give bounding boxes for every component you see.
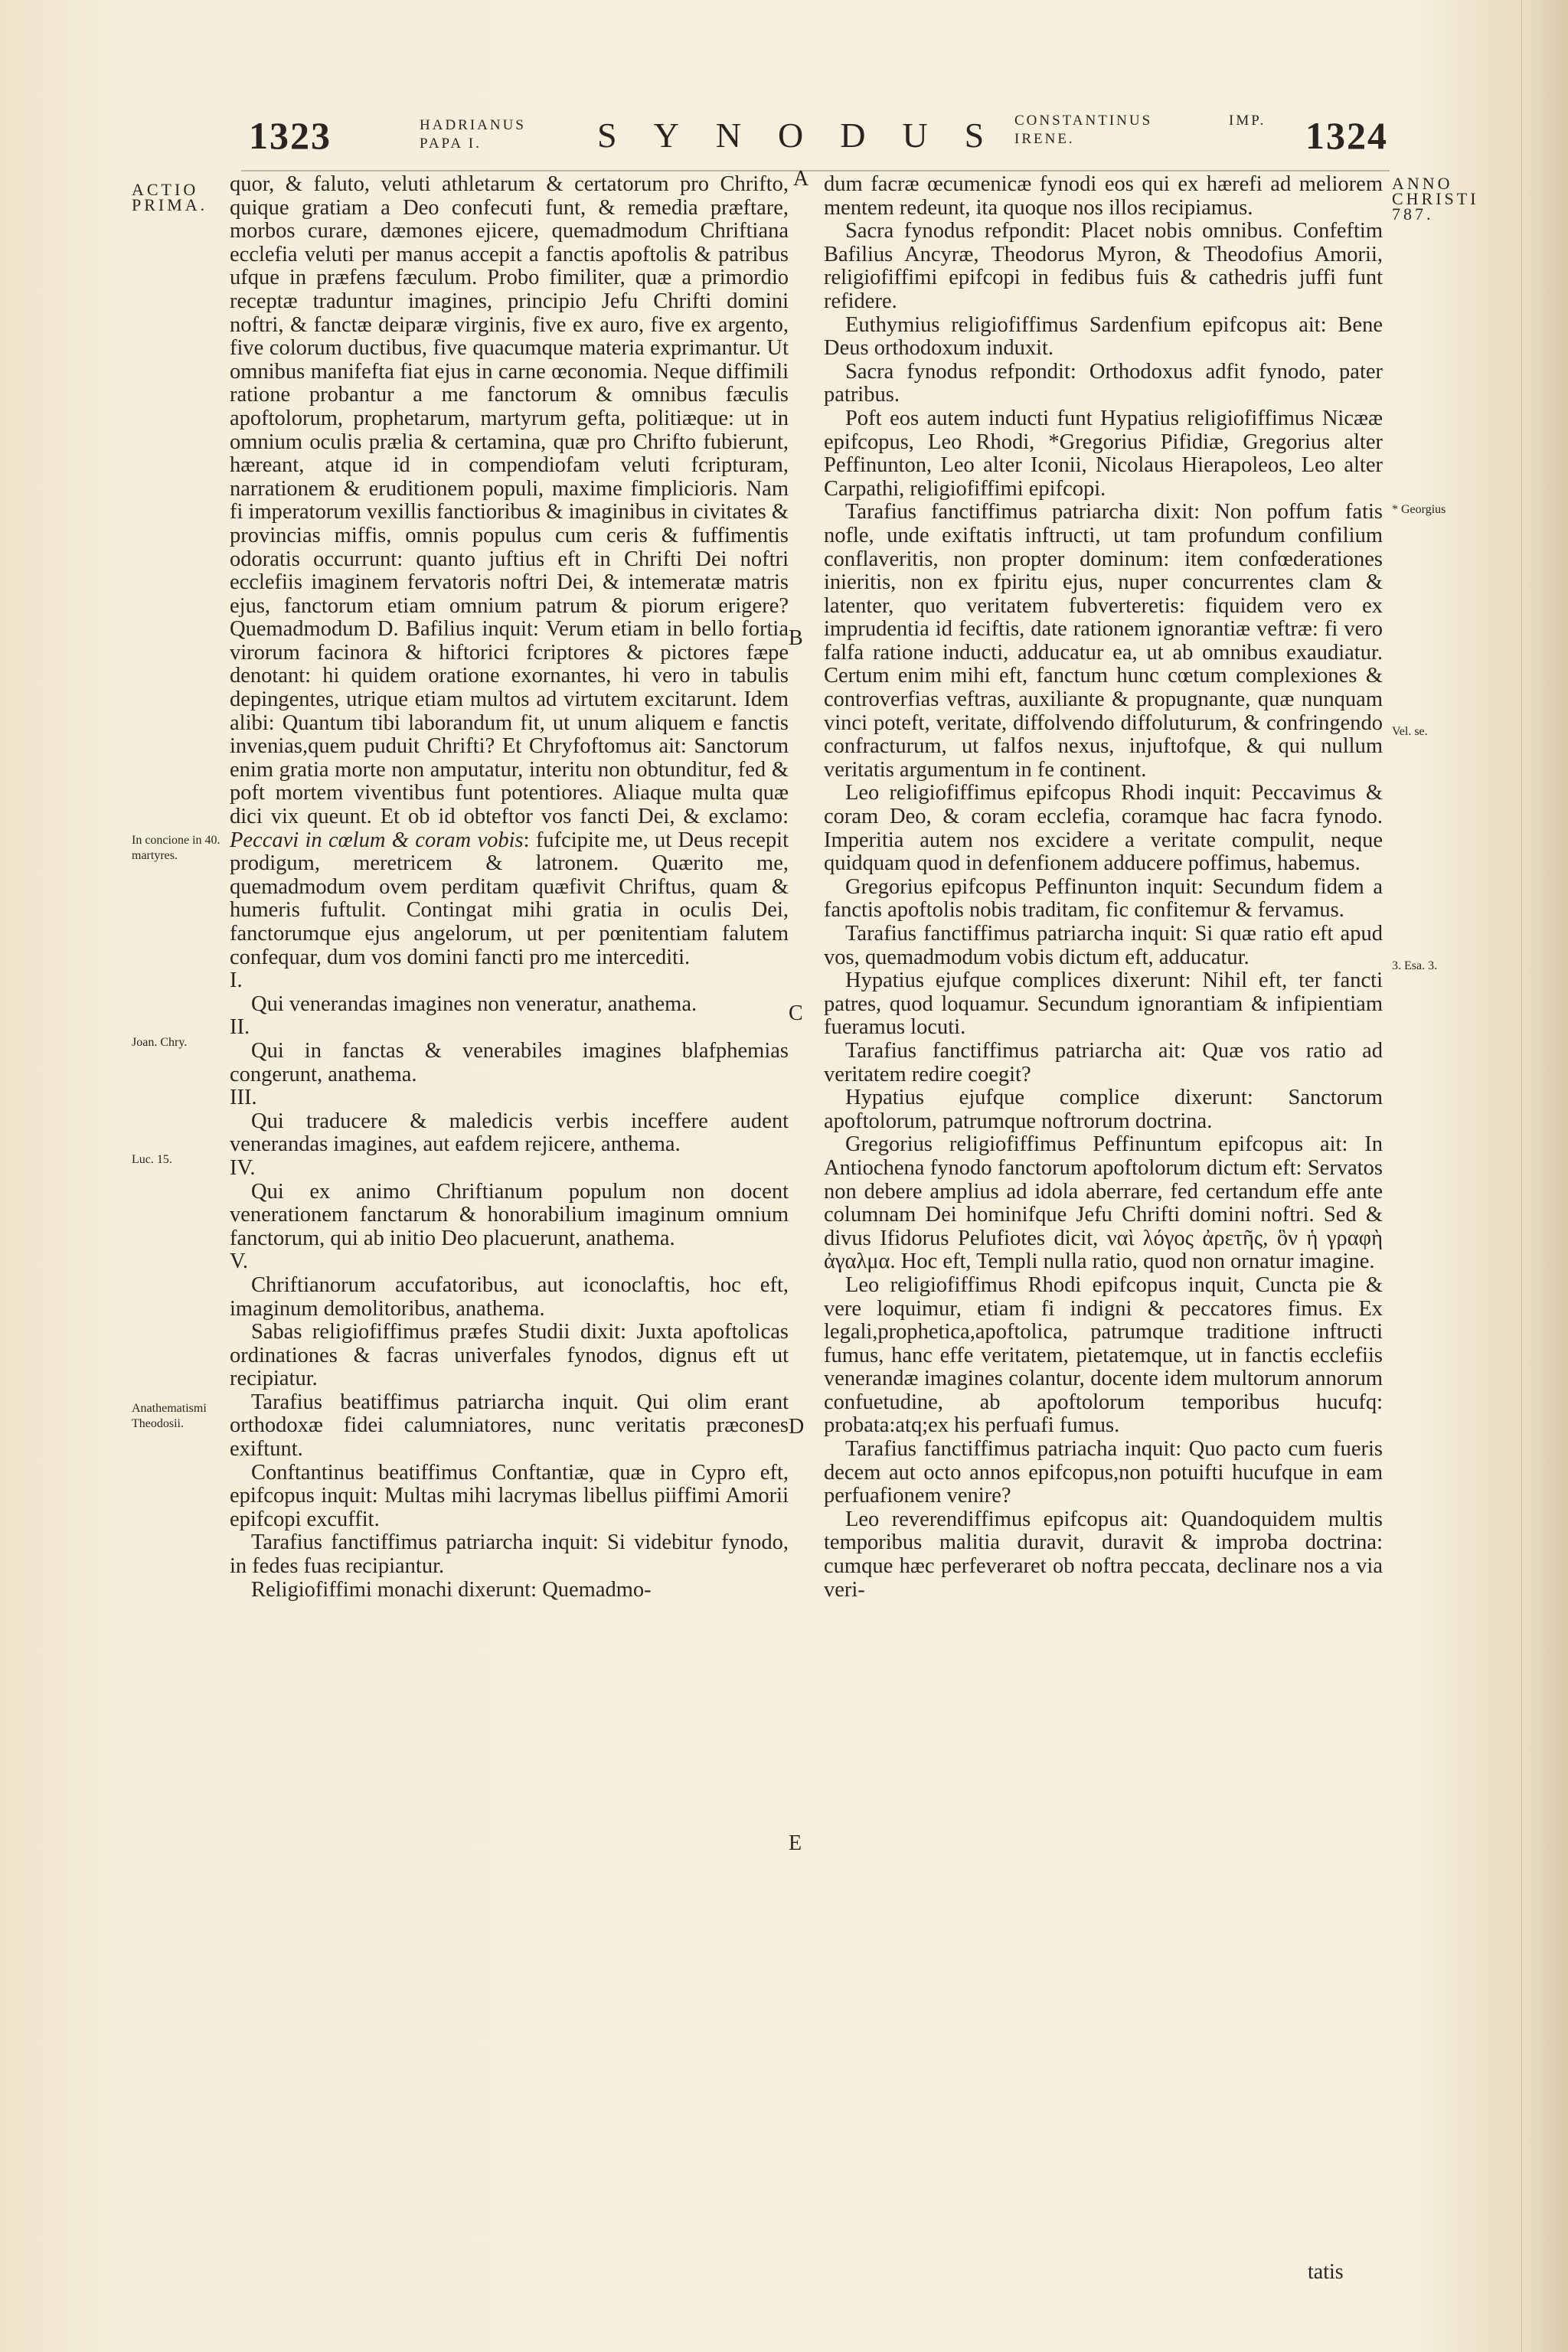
paragraph: Tarafius fanctiffimus patriarcha inquit: Si quæ ratio eft apud vos, quemadmodum vobis dictum eft, adducatur. xyxy=(824,922,1383,969)
emperor-heading xyxy=(1014,112,1152,149)
paragraph-text: quor, & faluto, veluti athletarum & certatorum pro Chrifto, quique gratiam a Deo confecuti funt, & remedia præftare, morbos curare, dæmones ejicere, quemadmodum Chriftiana ecclefia veluti per manus accepit a fanctis apoftolis & patribus ufque in præfens fæculum. Probo fimiliter, quæ a primordio receptæ traduntur imagines, principio Jefu Chrifti domini noftri, & fanctæ deiparæ virginis, five ex auro, five ex argento, five colorum ductibus, five quacumque materia exprimantur. Ut omnibus manifefta fiat ejus in carne œconomia. Neque diffimili ratione probantur a me fanctorum & omnibus fæculis apoftolorum, prophetarum, martyrum gefta, politiæque: ut in omnium oculis prælia & certamina, quæ pro Chrifto fubierunt, hæreant, atque id in compendiofam veluti fcripturam, narrationem & eruditionem populi, maxime fimplicioris. Nam fi imperatorum vexillis fanctioribus & imaginibus in civitates & provincias miffis, omnis populus cum ceris & fuffimentis odoratis occurrunt: quanto juftius eft in Chrifti Dei noftri ecclefiis imaginem fervatoris noftri Dei, & intemeratæ matris ejus, fanctorum etiam omnium patrum & piorum erigere? Quemadmodum D. Bafilius inquit: Verum etiam in bello fortia virorum facinora & hiftorici fcriptores & pictores fæpe denotant: hi quidem oratione exornantes, hi vero in tabulis depingentes, utrique etiam multos ad virtutem excitarunt. Idem alibi: Quantum tibi laborandum fit, ut unum aliquem e fanctis invenias,quem puduit Chrifti? Et Chryfoftomus ait: Sanctorum enim gratia morte non amputatur, interitu non obtunditur, fed & poft mortem viventibus funt potentiores. Aliaque multa quæ dici vix queunt. Et ob id obteftor vos fancti Dei, & exclamo: xyxy=(230,172,789,829)
anathema-number: III. xyxy=(230,1086,257,1110)
pope-name: HADRIANUS xyxy=(420,117,526,133)
page-title: SYNODUS xyxy=(597,116,1021,155)
right-column xyxy=(824,173,1383,1602)
anathema-number: V. xyxy=(230,1250,249,1274)
margin-note-joan: Joan. Chry. xyxy=(132,1036,188,1049)
anathema-number: II. xyxy=(230,1015,250,1040)
paragraph: Leo religiofiffimus Rhodi epifcopus inquit, Cuncta pie & vere loquimur, etiam fi indigni & peccatores fimus. Ex legali,prophetica,apoftolica, patrumque traditione inftructi fumus, hanc effe veritatem, pietatemque, ut in fanctis ecclefiis venerandæ imagines colantur, docente idem multorum annorum confuetudine, ab apoftolorum temporibus hucufq: probata:atq;ex his perfuafi fumus. xyxy=(824,1272,1383,1438)
margin-note-luc: Luc. 15. xyxy=(132,1153,172,1166)
left-column xyxy=(230,173,789,1602)
paragraph: Hypatius ejufque complice dixerunt: Sanctorum apoftolorum, patrumque noftrorum doctrina. xyxy=(824,1086,1383,1133)
paragraph: Leo reverendiffimus epifcopus ait: Quandoquidem multis temporibus malitia duravit, duravit & improba doctrina: cumque hæc perfeveraret ob noftra peccata, declinare nos a via veri- xyxy=(824,1507,1383,1602)
margin-note-anno: ANNO CHRISTI 787. xyxy=(1392,174,1479,224)
running-header xyxy=(0,106,1568,175)
section-letter-d: D xyxy=(789,1415,805,1439)
paragraph: Gregorius religiofiffimus Peffinuntum epifcopus ait: In Antiochena fynodo fanctorum apoftolorum dictum eft: Servatos non debere amplius ad idola aberrare, fed certandum effe ante columnam Dei hominifque Jefu Chrifti domini noftri. Sed & divus Ifidorus Pelufiotes dicit, ναὶ λόγος ἀρετῆς, ὃν ἡ γραφὴ ἀγαλμα. Hoc eft, Templi nulla ratio, quod non ornatur imagine. xyxy=(824,1132,1383,1274)
paragraph: Hypatius ejufque complices dixerunt: Nihil eft, ter fancti patres, quod loquamur. Secundum ignorantiam & infipientiam fueramus locuti. xyxy=(824,969,1383,1040)
paragraph: Sabas religiofiffimus præfes Studii dixit: Juxta apoftolicas ordinationes & facras univerfales fynodos, dignus eft ut recipiatur. xyxy=(230,1320,789,1391)
margin-note-actio: ACTIO PRIMA. xyxy=(132,180,208,214)
margin-note-vel: Vel. se. xyxy=(1392,725,1428,738)
margin-note-esa: 3. Esa. 3. xyxy=(1392,959,1438,972)
paragraph: dum facræ œcumenicæ fynodi eos qui ex hærefi ad meliorem mentem redeunt, ita quoque nos illos recipiamus. xyxy=(824,172,1383,220)
anathema-number: IV. xyxy=(230,1155,256,1180)
margin-note-anathema: Anathematismi Theodosii. xyxy=(132,1402,207,1430)
paragraph: Qui venerandas imagines non veneratur, anathema. xyxy=(251,991,697,1016)
binding-edge xyxy=(1521,0,1568,2352)
section-letter-c: C xyxy=(789,1001,803,1025)
paragraph: Poft eos autem inducti funt Hypatius religiofiffimus Nicææ epifcopus, Leo Rhodi, *Gregorius Pifidiæ, Gregorius alter Peffinunton, Leo alter Iconii, Nicolaus Hierapoleos, Leo alter Carpathi, religiofiffimi epifcopi. xyxy=(824,406,1383,501)
anathema-number: I. xyxy=(230,969,243,993)
section-letter-e: E xyxy=(789,1831,802,1855)
paragraph: Qui in fanctas & venerabiles imagines blafphemias congerunt, anathema. xyxy=(230,1038,789,1086)
paragraph: Sacra fynodus refpondit: Placet nobis omnibus. Confeftim Bafilius Ancyræ, Theodorus Myron, & Theodofius Amorii, religiofiffimi epifcopi in fedibus fuis & cathedris juffi funt refidere. xyxy=(824,219,1383,313)
paragraph: Tarafius fanctiffimus patriarcha ait: Quæ vos ratio ad veritatem redire coegit? xyxy=(824,1038,1383,1086)
paragraph: Sacra fynodus refpondit: Orthodoxus adfit fynodo, pater patribus. xyxy=(824,359,1383,407)
paragraph: Conftantinus beatiffimus Conftantiæ, quæ in Cypro eft, epifcopus inquit: Multas mihi lacrymas libellus piiffimi Amorii epifcopi excuffit. xyxy=(230,1460,789,1531)
paragraph: Tarafius fanctiffimus patriarcha inquit: Si videbitur fynodo, in fedes fuas recipiantur. xyxy=(230,1530,789,1579)
quotation: Peccavi in cœlum & coram vobis xyxy=(230,828,524,852)
paragraph: Tarafius beatiffimus patriarcha inquit. Qui olim erant orthodoxæ fidei calumniatores, nunc veritatis præcones exiftunt. xyxy=(230,1390,789,1462)
paragraph: Gregorius epifcopus Peffinunton inquit: Secundum fidem a fanctis apoftolis nobis traditam, fic confitemur & fervamus. xyxy=(824,874,1383,923)
paragraph: Qui ex animo Chriftianum populum non docent venerationem fanctarum & honorabilium imaginum omnium fanctorum, qui ab initio Deo placuerunt, anathema. xyxy=(230,1179,789,1250)
page-number-left: 1323 xyxy=(249,114,332,157)
paragraph xyxy=(230,173,789,969)
paragraph: Euthymius religiofiffimus Sardenfium epifcopus ait: Bene Deus orthodoxum induxit. xyxy=(824,312,1383,361)
pope-title: PAPA I. xyxy=(420,136,482,152)
paragraph: Religiofiffimi monachi dixerunt: Quemadmo- xyxy=(251,1577,652,1602)
paragraph: Tarafius fanctiffimus patriarcha dixit: Non poffum fatis nofle, unde exiftatis inftructi, ut tam profundum confilium conflaveritis, non propter dominum: item confœderationes inieritis, non ex fpiritu ejus, nuper concurrentes clam & latenter, quo veritatem fubverteretis: fiquidem vero ex imprudentia id feciftis, date rationem ignorantiæ veftræ: fi vero falfa ratione inducti, adducatur ea, ut ab omnibus exaudiatur. Certum enim mihi eft, fanctum hunc cœtum complexiones & controverfias veftras, auxiliante & propugnante, quæ nunquam vinci poteft, veritate, diffolvendo diffoluturum, & confringendo confracturum, ut falfos nexus, injuftofque, & qui nullum veritatis argumentum in fe continent. xyxy=(824,500,1383,782)
emperor-name: CONSTANTINUS xyxy=(1014,113,1153,129)
paragraph-text: : fufcipite me, ut Deus recepit prodigum, meretricem & latronem. Quærito me, quemadmodum ovem perditam quæfivit Chriftus, quam & humeris fuftulit. Contingat mihi gratia in oculis Dei, fanctorumque ejus angelorum, ut per pœnitentiam falutem confequar, dum vos domini fancti pro me intercediti. xyxy=(230,828,789,969)
empress-name: IRENE. xyxy=(1014,131,1075,147)
page-number-right: 1324 xyxy=(1305,114,1388,157)
section-letter-a: A xyxy=(793,167,809,191)
paragraph: Leo religiofiffimus epifcopus Rhodi inquit: Peccavimus & coram Deo, & coram ecclefia, coramque hac facra fynodo. Imperitia autem nos excidere a veritate compulit, neque quidquam quod in defenfionem adducere poffimus, habemus. xyxy=(824,781,1383,876)
catchword: tatis xyxy=(1308,2260,1344,2284)
paragraph: Tarafius fanctiffimus patriacha inquit: Quo pacto cum fueris decem aut octo annos epifcopus,non potuifti hucufque in eam perfuafionem venire? xyxy=(824,1437,1383,1508)
margin-note-concione: In concione in 40. martyres. xyxy=(132,834,220,862)
header-rule xyxy=(241,170,1390,172)
section-letter-b: B xyxy=(789,626,803,650)
margin-note-georgius: * Georgius xyxy=(1392,503,1446,516)
emperor-suffix: IMP. xyxy=(1229,113,1266,129)
paragraph: Chriftianorum accufatoribus, aut iconoclaftis, hoc eft, imaginum demolitoribus, anathema. xyxy=(230,1272,789,1321)
paragraph: Qui traducere & maledicis verbis inceffere audent venerandas imagines, aut eafdem rejicere, anthema. xyxy=(230,1109,789,1157)
pope-heading xyxy=(420,116,526,153)
